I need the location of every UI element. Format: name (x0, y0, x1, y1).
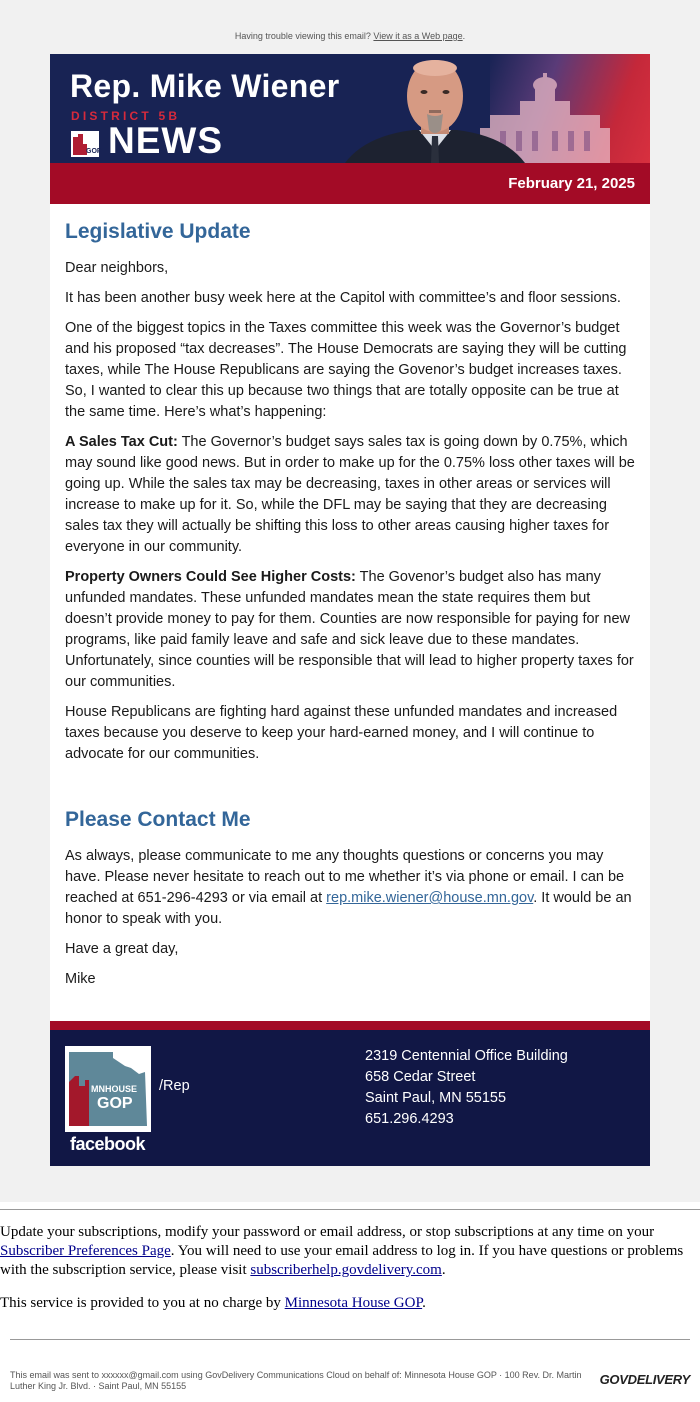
mnhouse-gop-facebook-logo-icon[interactable] (65, 1046, 151, 1132)
office-phone: 651.296.4293 (365, 1111, 454, 1127)
govdelivery-logo[interactable]: GOVDELIVERY (599, 1372, 690, 1387)
gop-logo-text: GOP (86, 148, 102, 155)
paragraph-property-owners (65, 567, 635, 693)
greeting: Dear neighbors, (65, 260, 169, 276)
email-link[interactable]: rep.mike.wiener@house.mn.gov (326, 890, 534, 906)
divider (0, 1209, 700, 1210)
gop-logo-icon (71, 131, 102, 157)
address-line-3: Saint Paul, MN 55155 (365, 1090, 507, 1106)
logo-mnhouse-text: MNHOUSE (91, 1084, 138, 1094)
banner-representative-name: Rep. Mike Wiener (70, 68, 340, 104)
address-line-1: 2319 Centennial Office Building (365, 1048, 568, 1064)
view-web-page-link[interactable]: View it as a Web page (373, 31, 463, 41)
facebook-rep-link[interactable]: /Rep (159, 1078, 190, 1094)
contact-text-end: . It would be an honor to speak with you. (65, 890, 632, 927)
logo-gop-text: GOP (97, 1095, 133, 1112)
subscription-text-2: . You will need to use your email address to log in. If you have questions or problems with the subscription service, please visit (0, 1243, 684, 1278)
divider (10, 1339, 690, 1340)
paragraph-sales-tax (65, 432, 635, 558)
subscription-text (0, 1223, 700, 1280)
paragraph-house-republicans: House Republicans are fighting hard against these unfunded mandates and increased taxes because you deserve to keep your hard-earned money, and I will continue to advocate for our communities. (65, 704, 618, 762)
property-owners-text: The Govenor’s budget also has many unfunded mandates. These unfunded mandates mean the state requires them but doesn’t provide money to pay for them. Counties are now responsible for paying for new programs, like paid family leave and safe and sick leave due to these mandates. Unfortunately, since counties will be responsible that will lead to higher property taxes for our communities. (65, 569, 634, 690)
subscription-text-1: Update your subscriptions, modify your password or email address, or stop subscriptions at any time on your (0, 1224, 655, 1240)
signature: Mike (65, 971, 96, 987)
contact-text-start: As always, please communicate to me any thoughts questions or concerns you may have. Please never hesitate to reach out to me whether it’s via phone or email. I can be reached at 651-296-4293 or via email at (65, 848, 625, 906)
newsletter-card (50, 54, 650, 1166)
representative-portrait-icon (335, 54, 535, 163)
minnesota-house-gop-link[interactable]: Minnesota House GOP (284, 1295, 423, 1311)
service-text-start: This service is provided to you at no charge by (0, 1295, 285, 1311)
paragraph-contact (65, 846, 635, 930)
newsletter-content (50, 204, 650, 1021)
paragraph-capitol: It has been another busy week here at the Capitol with committee’s and floor sessions. (65, 290, 621, 306)
facebook-wordmark[interactable]: facebook (70, 1134, 146, 1154)
subscription-footer (0, 1202, 700, 1391)
trouble-period: . (462, 31, 466, 41)
subscriber-preferences-link[interactable]: Subscriber Preferences Page (0, 1243, 171, 1259)
subscriber-help-link[interactable]: subscriberhelp.govdelivery.com (250, 1262, 442, 1278)
subscription-text-3: . (441, 1262, 446, 1278)
banner-district: DISTRICT 5B (71, 109, 181, 123)
footer-red-stripe (50, 1021, 650, 1030)
view-trouble-line (0, 31, 700, 41)
property-owners-label: Property Owners Could See Higher Costs: (65, 569, 356, 585)
sales-tax-label: A Sales Tax Cut: (65, 434, 178, 450)
trouble-text: Having trouble viewing this email? (234, 31, 371, 41)
date-bar (50, 163, 650, 204)
banner-news-title: NEWS (108, 120, 223, 161)
newsletter-banner (50, 54, 650, 163)
closing: Have a great day, (65, 941, 179, 957)
service-text-end: . (422, 1295, 426, 1311)
service-text (0, 1294, 700, 1313)
newsletter-footer (50, 1030, 650, 1166)
office-address (365, 1046, 568, 1130)
newsletter-date: February 21, 2025 (508, 175, 635, 192)
contact-heading: Please Contact Me (65, 808, 251, 831)
paragraph-taxes-committee: One of the biggest topics in the Taxes committee this week was the Governor’s budget and his proposed “tax decreases”. The House Democrats are saying they will be cutting taxes, while The House Republicans are saying the Govenor’s budget increases taxes. So, I wanted to clear this up because two things that are totally opposite can be true at the same time. Here’s what’s happening: (65, 320, 627, 420)
sent-to-notice: This email was sent to xxxxxx@gmail.com using GovDelivery Communications Cloud on behalf of: Minnesota House GOP · 100 Rev. Dr. Martin Luther King Jr. Blvd. · Saint Paul, MN 55155 (10, 1370, 582, 1391)
sales-tax-text: The Governor’s budget says sales tax is going down by 0.75%, which may sound like good news. But in order to make up for the 0.75% loss other taxes will be going up. While the sales tax may be decreasing, taxes in other areas or services will increase to make up for it. So, while the DFL may be saying that they are decreasing sales tax they will actually be shifting this loss to other areas causing higher taxes for everyone in our community. (65, 434, 635, 555)
legislative-update-heading: Legislative Update (65, 220, 251, 243)
address-line-2: 658 Cedar Street (365, 1069, 476, 1085)
